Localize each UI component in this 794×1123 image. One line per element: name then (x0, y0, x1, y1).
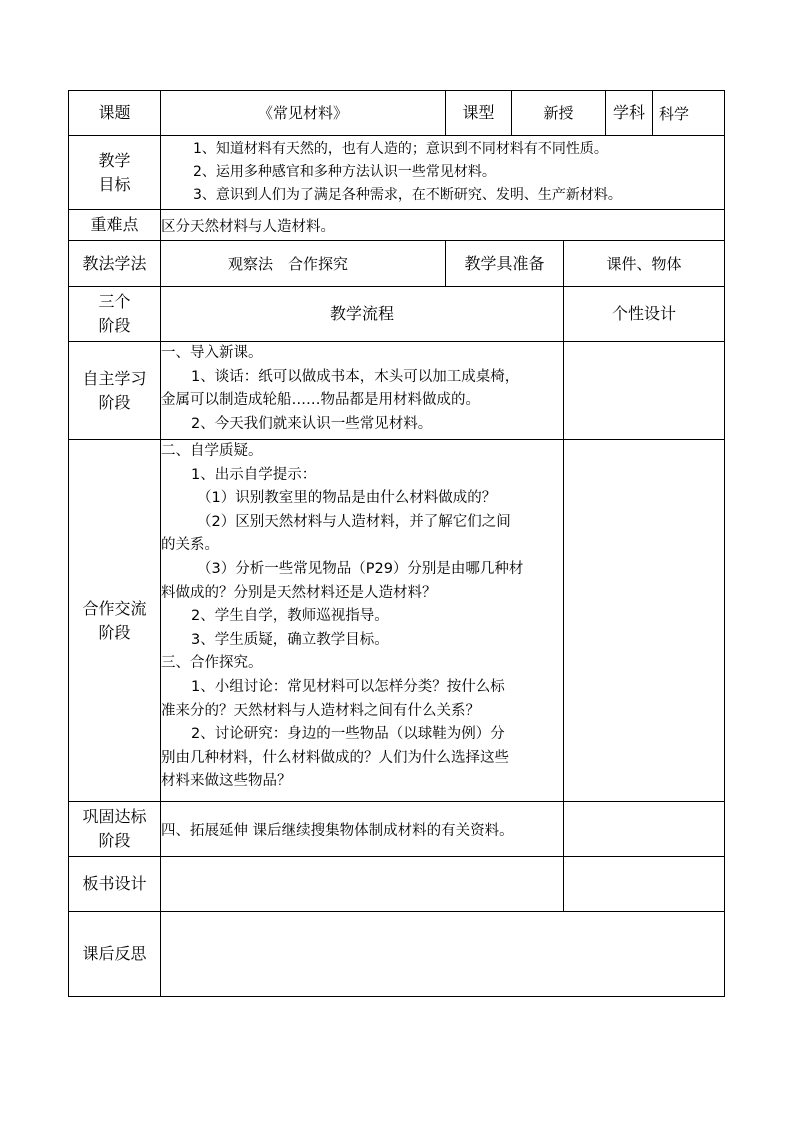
prep-label: 教学具准备 (446, 241, 564, 287)
board-row (69, 857, 725, 912)
consolidate-label-line2: 阶段 (98, 831, 131, 850)
cooperate-content (161, 440, 564, 802)
self-study-design (564, 342, 725, 440)
flow-line: 料做成的？分别是天然材料还是人造材料？ (161, 584, 437, 601)
flow-line: 3、学生质疑，确立教学目标。 (191, 631, 389, 648)
methods-row (69, 241, 725, 287)
goals-row (69, 136, 725, 210)
flow-line: （1）识别教室里的物品是由什么材料做成的？ (197, 490, 497, 507)
consolidate-design (564, 802, 725, 857)
flow-line: 别由几种材料，什么材料做成的？人们为什么选择这些 (161, 749, 509, 766)
board-label: 板书设计 (69, 857, 161, 912)
flow-line: 1、谈话：纸可以做成书本，木头可以加工成桌椅， (191, 368, 520, 385)
cooperate-label-line2: 阶段 (98, 622, 131, 642)
consolidate-label (69, 802, 161, 857)
reflection-content (161, 912, 725, 997)
flow-header: 教学流程 (161, 287, 564, 342)
flow-line: 2、今天我们就来认识一些常见材料。 (191, 415, 433, 432)
board-content (161, 857, 564, 912)
consolidate-label-line1: 巩固达标 (82, 807, 147, 826)
goal-item-1: 1、知道材料有天然的，也有人造的；意识到不同材料有不同性质。 (193, 141, 608, 157)
subject-label: 学科 (606, 91, 653, 136)
goals-label-line1: 教学 (98, 150, 131, 170)
cooperate-label-line1: 合作交流 (82, 598, 147, 618)
flow-line: 1、小组讨论：常见材料可以怎样分类？按什么标 (191, 678, 505, 695)
board-design (564, 857, 725, 912)
stages-label-line1: 三个 (98, 292, 131, 311)
flow-line: 一、导入新课。 (161, 345, 263, 361)
stages-label-line2: 阶段 (98, 316, 131, 335)
lesson-plan-table (68, 90, 725, 997)
self-study-row (69, 342, 725, 440)
methods-label: 教法学法 (69, 241, 161, 287)
goals-label (69, 136, 161, 210)
cooperate-row (69, 440, 725, 802)
flow-line: （3）分析一些常见物品（P29）分别是由哪几种材 (197, 560, 524, 577)
self-study-label (69, 342, 161, 440)
self-study-label-line1: 自主学习 (82, 368, 147, 388)
self-study-content (161, 342, 564, 440)
prep-value: 课件、物体 (564, 241, 725, 287)
cooperate-design (564, 440, 725, 802)
stages-header-row (69, 287, 725, 342)
goal-item-2: 2、运用多种感官和多种方法认识一些常见材料。 (193, 164, 496, 180)
stages-label (69, 287, 161, 342)
self-study-label-line2: 阶段 (98, 392, 131, 412)
design-header: 个性设计 (564, 287, 725, 342)
header-row (69, 91, 725, 136)
flow-line: （2）区别天然材料与人造材料，并了解它们之间 (197, 513, 511, 530)
type-label: 课型 (446, 91, 512, 136)
flow-line: 的关系。 (161, 537, 219, 554)
consolidate-content: 四、拓展延伸 课后继续搜集物体制成材料的有关资料。 (161, 802, 564, 857)
flow-line: 金属可以制造成轮船……物品都是用材料做成的。 (161, 392, 480, 409)
consolidate-row (69, 802, 725, 857)
flow-line: 2、学生自学，教师巡视指导。 (191, 608, 389, 625)
cooperate-label (69, 440, 161, 802)
methods-value: 观察法 合作探究 (161, 241, 446, 287)
flow-line: 材料来做这些物品？ (161, 773, 292, 790)
subject-value: 科学 (653, 91, 725, 136)
flow-line: 二、自学质疑。 (161, 443, 263, 459)
reflection-row (69, 912, 725, 997)
type-value: 新授 (512, 91, 606, 136)
key-points-row (69, 210, 725, 241)
goal-item-3: 3、意识到人们为了满足各种需求，在不断研究、发明、生产新材料。 (193, 187, 622, 203)
topic-label: 课题 (69, 91, 161, 136)
topic-value: 《常见材料》 (161, 91, 446, 136)
key-points-value: 区分天然材料与人造材料。 (161, 210, 725, 241)
goals-label-line2: 目标 (98, 174, 131, 194)
flow-line: 准来分的？天然材料与人造材料之间有什么关系？ (161, 702, 480, 719)
goals-list (161, 136, 725, 210)
reflection-label: 课后反思 (69, 912, 161, 997)
flow-line: 1、出示自学提示： (191, 466, 317, 483)
flow-line: 三、合作探究。 (161, 655, 263, 672)
key-points-label: 重难点 (69, 210, 161, 241)
flow-line: 2、讨论研究：身边的一些物品（以球鞋为例）分 (191, 726, 505, 743)
